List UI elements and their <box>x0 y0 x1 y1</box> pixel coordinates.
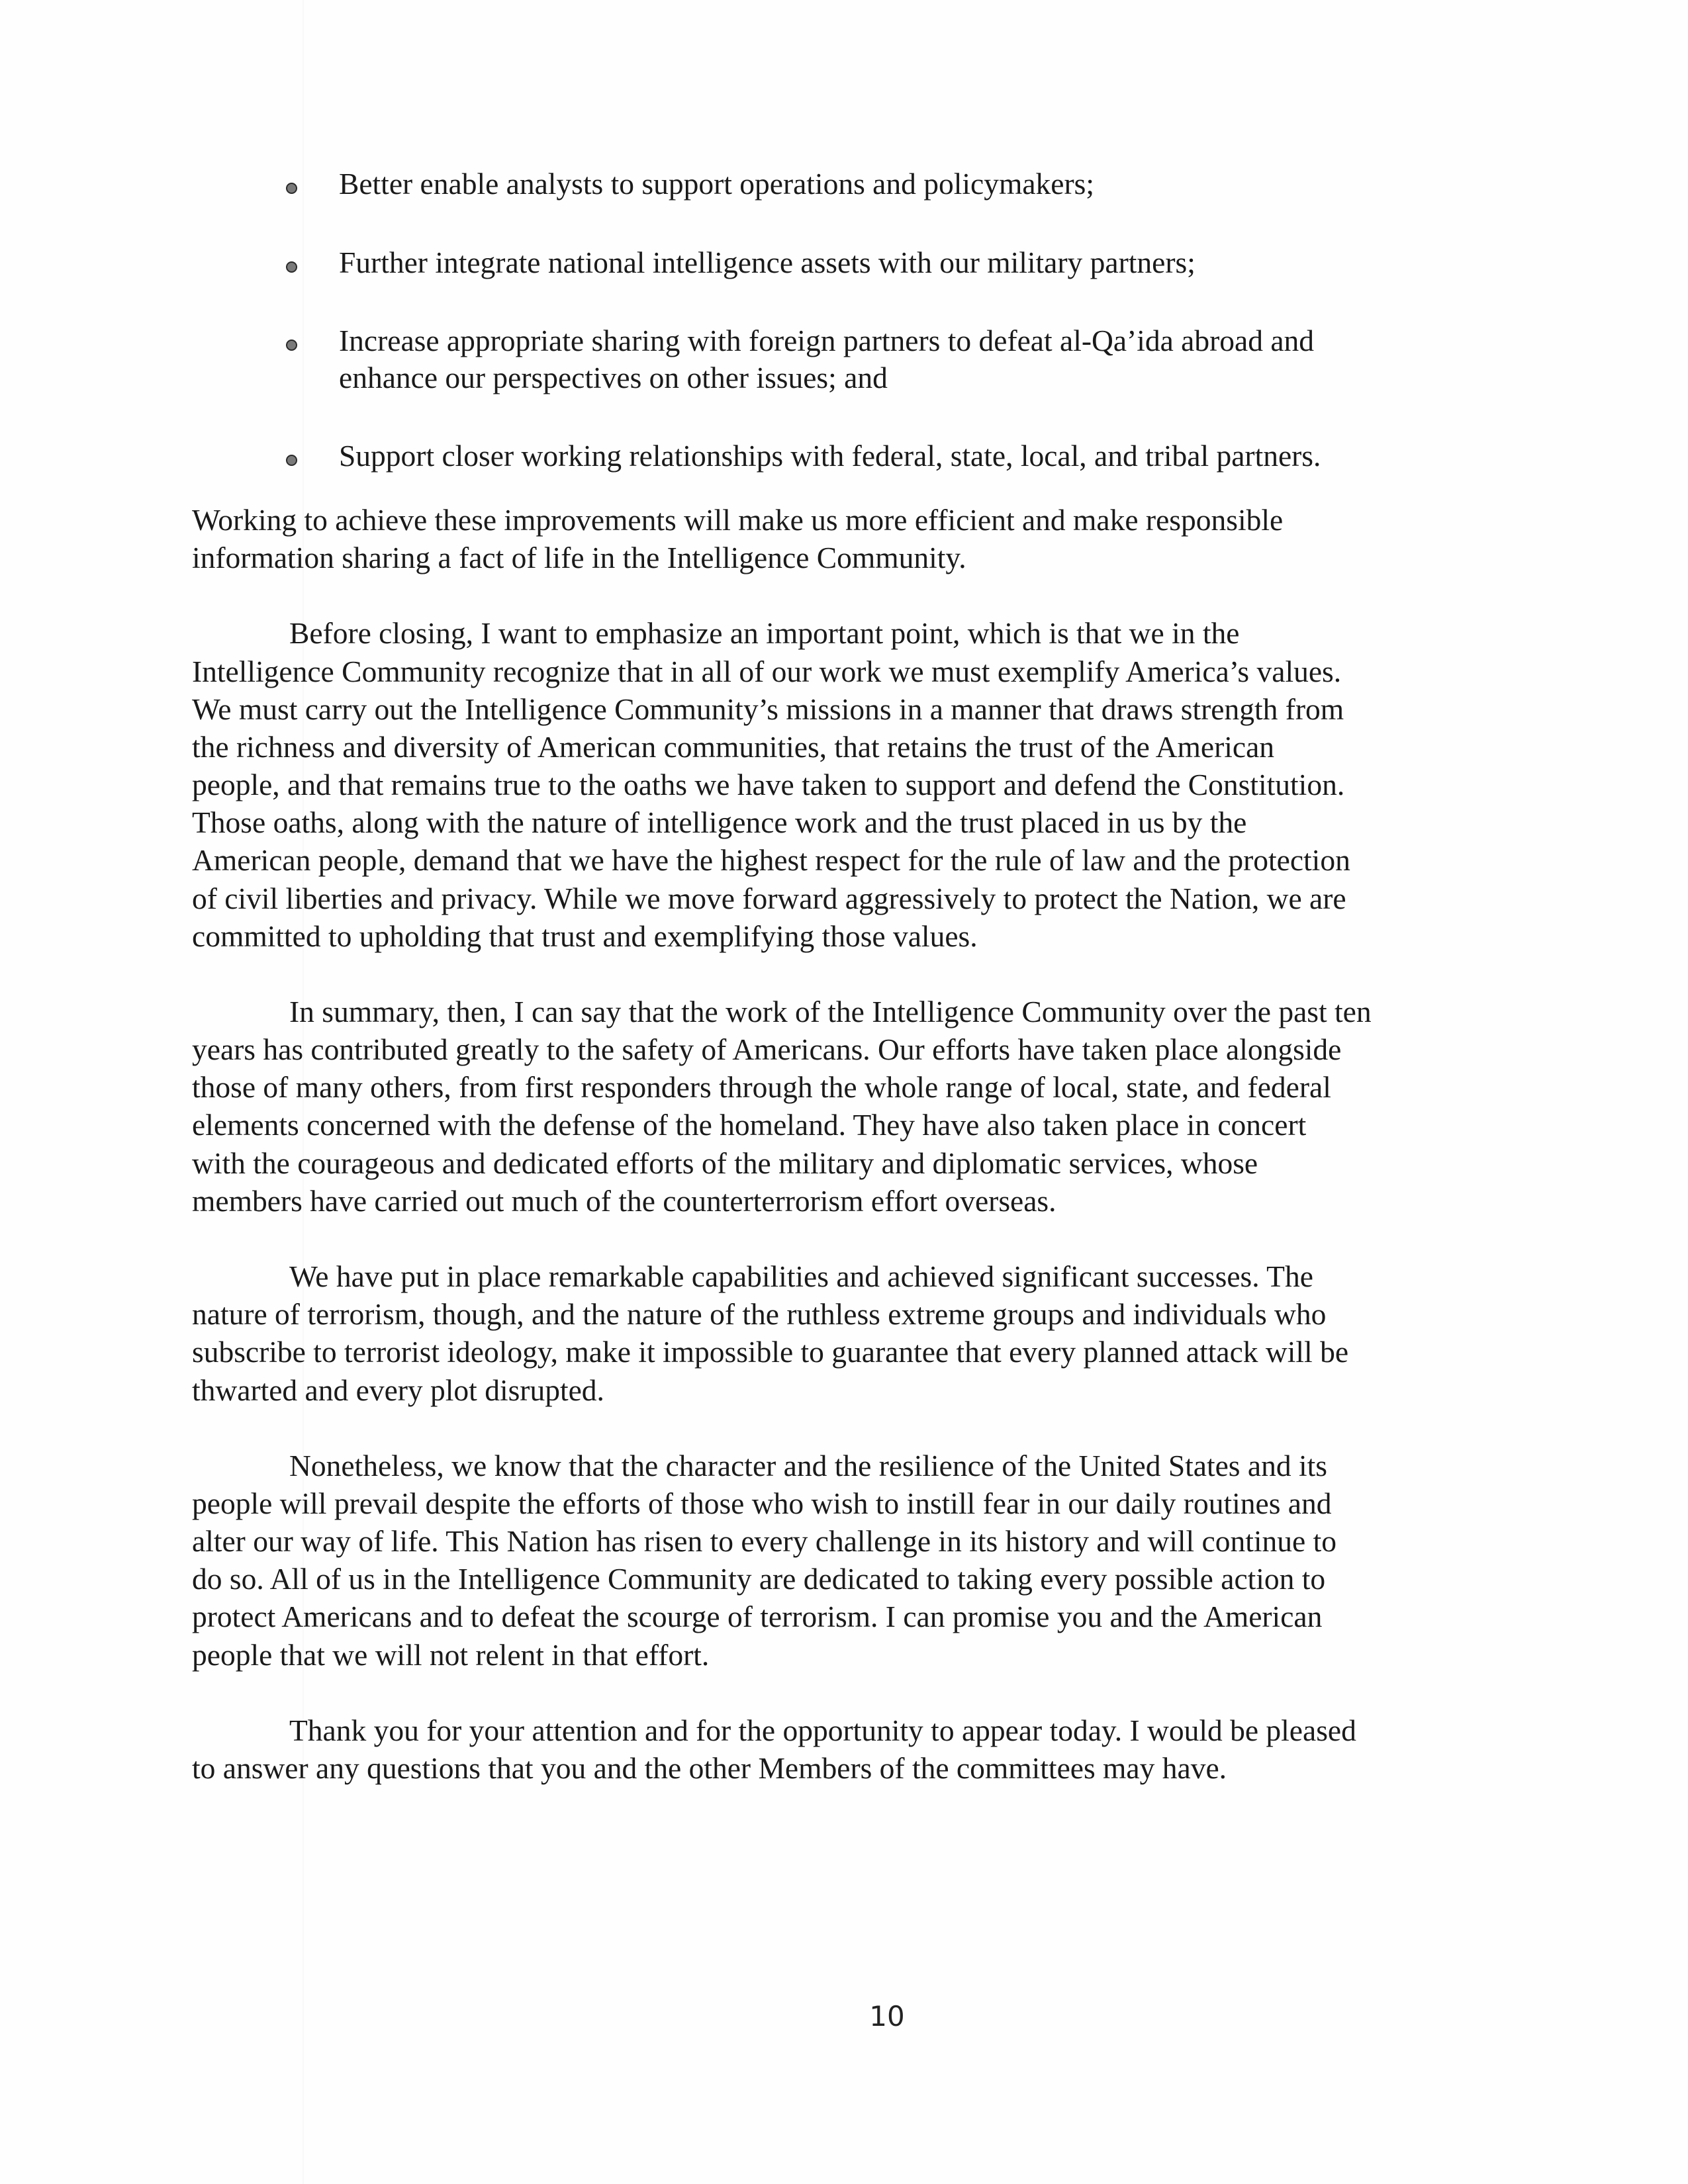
text-line: people that we will not relent in that effort. <box>192 1637 710 1672</box>
text-line: people will prevail despite the efforts of those who wish to instill fear in our daily routines and <box>192 1486 1332 1520</box>
bullet-line: Support closer working relationships with federal, state, local, and tribal partners. <box>339 439 1321 473</box>
bullet-dot-icon <box>286 340 297 351</box>
text-line: alter our way of life. This Nation has risen to every challenge in its history and will continue to <box>192 1524 1336 1559</box>
bullet-text <box>339 244 1504 281</box>
text-line: In summary, then, I can say that the work of the Intelligence Community over the past ten <box>289 995 1372 1028</box>
text-line: Working to achieve these improvements will make us more efficient and make responsible <box>192 503 1284 537</box>
text-line: with the courageous and dedicated efforts of the military and diplomatic services, whose <box>192 1146 1258 1180</box>
text-line: Thank you for your attention and for the opportunity to appear today. I would be pleased <box>289 1713 1356 1747</box>
text-line: those of many others, from first responders through the whole range of local, state, and federal <box>192 1070 1331 1105</box>
text-line: thwarted and every plot disrupted. <box>192 1373 604 1407</box>
text-line: do so. All of us in the Intelligence Community are dedicated to taking every possible action to <box>192 1562 1326 1596</box>
text-line: members have carried out much of the counterterrorism effort overseas. <box>192 1183 1056 1218</box>
bullet-line: Further integrate national intelligence assets with our military partners; <box>339 246 1196 279</box>
page-number: 10 <box>869 2000 905 2032</box>
bullet-line: Better enable analysts to support operations and policymakers; <box>339 167 1094 201</box>
text-line: Before closing, I want to emphasize an important point, which is that we in the <box>289 616 1240 651</box>
text-line: subscribe to terrorist ideology, make it impossible to guarantee that every planned attack will be <box>192 1335 1349 1369</box>
text-line: Those oaths, along with the nature of intelligence work and the trust placed in us by the <box>192 805 1247 840</box>
bullet-text <box>339 165 1504 203</box>
text-line: We have put in place remarkable capabilities and achieved significant successes. The <box>289 1259 1313 1294</box>
text-line: of civil liberties and privacy. While we move forward aggressively to protect the Nation, we are <box>192 881 1346 915</box>
text-line: committed to upholding that trust and exemplifying those values. <box>192 919 978 953</box>
paragraph-improvements <box>192 501 1489 576</box>
bullet-dot-icon <box>286 183 297 194</box>
text-line: years has contributed greatly to the safety of Americans. Our efforts have taken place alongside <box>192 1032 1342 1067</box>
bullet-text <box>339 437 1504 475</box>
text-line: people, and that remains true to the oaths we have taken to support and defend the Constitution. <box>192 768 1345 802</box>
paragraph-summary <box>192 993 1489 1220</box>
bullet-line: Increase appropriate sharing with foreign partners to defeat al-Qa’ida abroad and <box>339 324 1315 357</box>
text-line: information sharing a fact of life in the Intelligence Community. <box>192 541 966 575</box>
text-line: protect Americans and to defeat the scourge of terrorism. I can promise you and the American <box>192 1600 1323 1634</box>
text-line: We must carry out the Intelligence Community’s missions in a manner that draws strength from <box>192 692 1344 726</box>
bullet-text <box>339 322 1504 396</box>
text-line: the richness and diversity of American communities, that retains the trust of the American <box>192 729 1275 764</box>
text-line: to answer any questions that you and the other Members of the committees may have. <box>192 1751 1227 1786</box>
text-line: Intelligence Community recognize that in all of our work we must exemplify America’s values. <box>192 654 1342 688</box>
bullet-dot-icon <box>286 261 297 273</box>
body-text <box>192 501 1489 1825</box>
bullet-dot-icon <box>286 455 297 466</box>
text-line: American people, demand that we have the highest respect for the rule of law and the protection <box>192 843 1350 878</box>
paragraph-before-closing <box>192 614 1489 954</box>
text-line: nature of terrorism, though, and the nature of the ruthless extreme groups and individuals who <box>192 1297 1327 1332</box>
paragraph-closing <box>192 1711 1489 1787</box>
paragraph-resilience <box>192 1447 1489 1674</box>
paragraph-capabilities <box>192 1257 1489 1409</box>
text-line: Nonetheless, we know that the character and the resilience of the United States and its <box>289 1448 1327 1482</box>
bullet-line: enhance our perspectives on other issues; and <box>339 361 888 394</box>
text-line: elements concerned with the defense of the homeland. They have also taken place in concert <box>192 1108 1307 1142</box>
